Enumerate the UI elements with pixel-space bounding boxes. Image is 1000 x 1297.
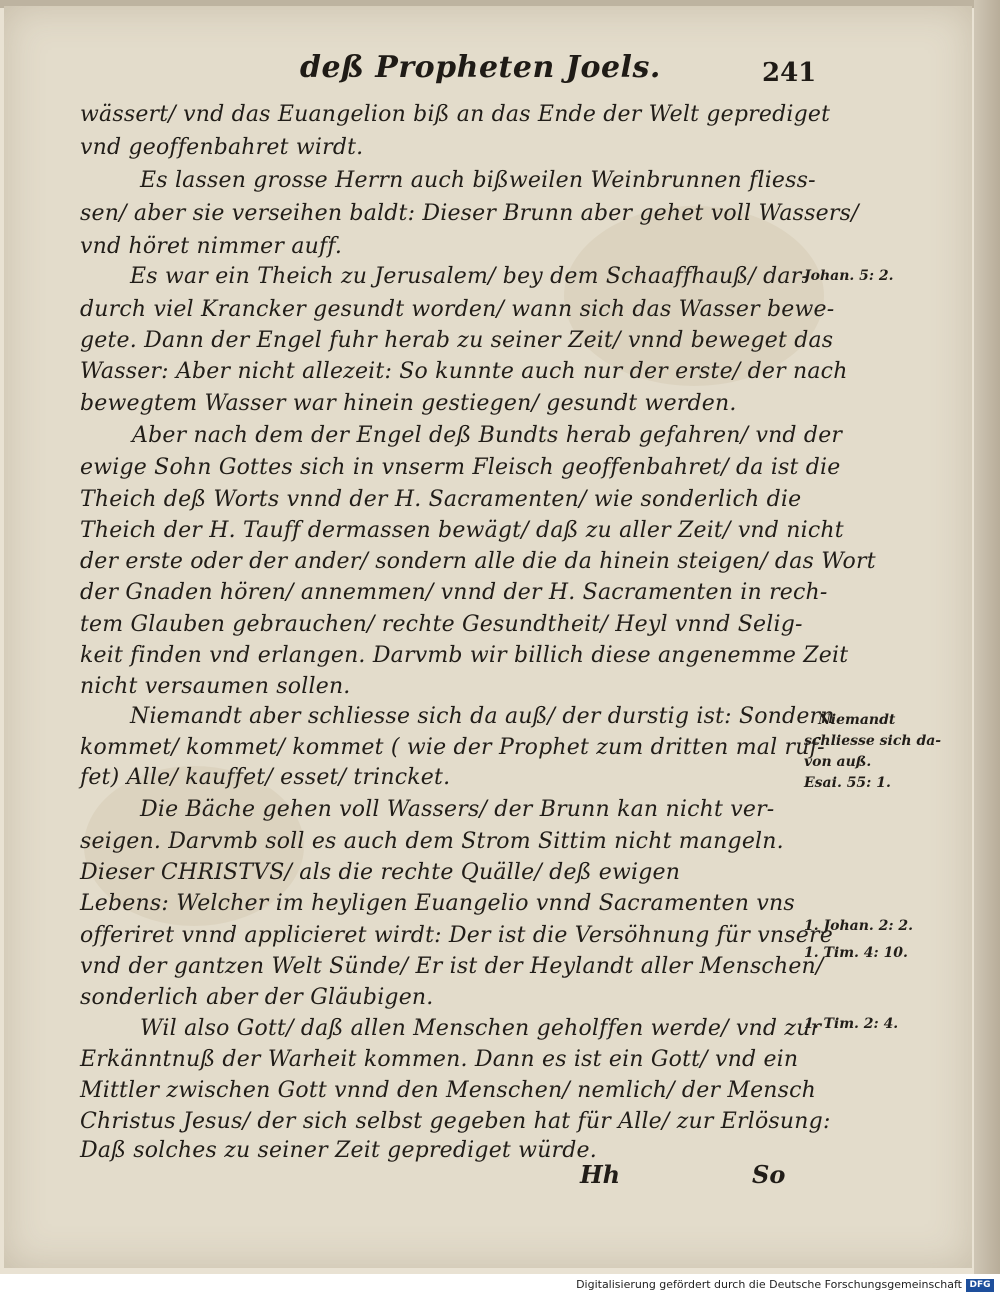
- text-line: Daß solches zu seiner Zeit geprediget würde.: [80, 1138, 597, 1163]
- text-line: sonderlich aber der Gläubigen.: [80, 985, 434, 1010]
- margin-note: Niemandt: [818, 712, 896, 728]
- page-number: 241: [762, 58, 817, 88]
- text-line: seigen. Darvmb soll es auch dem Strom Sittim nicht mangeln.: [80, 829, 784, 854]
- text-line: wässert/ vnd das Euangelion biß an das Ende der Welt geprediget: [80, 102, 831, 127]
- text-line: Wasser: Aber nicht allezeit: So kunnte auch nur der erste/ der nach: [80, 359, 848, 384]
- text-line: fet) Alle/ kauffet/ esset/ trincket.: [80, 765, 451, 790]
- text-line: gete. Dann der Engel fuhr herab zu seiner Zeit/ vnnd beweget das: [80, 328, 834, 353]
- page-right-edge: [974, 0, 1000, 1274]
- text-line: Christus Jesus/ der sich selbst gegeben hat für Alle/ zur Erlösung:: [80, 1109, 831, 1134]
- dfg-logo: DFG: [966, 1279, 994, 1292]
- margin-note: schliesse sich da-: [804, 733, 942, 749]
- text-line: der erste oder der ander/ sondern alle die da hinein steigen/ das Wort: [80, 549, 876, 574]
- margin-note: Esai. 55: 1.: [804, 775, 891, 791]
- text-line: vnd der gantzen Welt Sünde/ Er ist der Heylandt aller Menschen/: [80, 954, 824, 979]
- signature-mark: Hh: [580, 1160, 621, 1189]
- margin-note: 1. Tim. 2: 4.: [804, 1016, 899, 1032]
- text-line: sen/ aber sie verseihen baldt: Dieser Brunn aber gehet voll Wassers/: [80, 201, 859, 226]
- text-line: Aber nach dem der Engel deß Bundts herab gefahren/ vnd der: [132, 423, 843, 448]
- text-line: vnd höret nimmer auff.: [80, 234, 343, 259]
- funding-note: Digitalisierung gefördert durch die Deutsche Forschungsgemeinschaft: [576, 1278, 962, 1291]
- footer-bar: [0, 1274, 1000, 1297]
- text-line: Theich deß Worts vnnd der H. Sacramenten/ wie sonderlich die: [80, 487, 802, 512]
- text-line: Erkänntnuß der Warheit kommen. Dann es ist ein Gott/ vnd ein: [80, 1047, 799, 1072]
- text-line: nicht versaumen sollen.: [80, 674, 351, 699]
- text-line: keit finden vnd erlangen. Darvmb wir billich diese angenemme Zeit: [80, 643, 849, 668]
- text-line: durch viel Krancker gesundt worden/ wann sich das Wasser bewe-: [80, 297, 835, 322]
- text-line: kommet/ kommet/ kommet ( wie der Prophet zum dritten mal ruf-: [80, 735, 825, 760]
- margin-note: 1. Johan. 2: 2.: [804, 918, 914, 934]
- text-line: Wil also Gott/ daß allen Menschen geholffen werde/ vnd zur: [140, 1016, 822, 1041]
- text-line: Dieser CHRISTVS/ als die rechte Quälle/ deß ewigen: [80, 860, 681, 885]
- text-line: Niemandt aber schliesse sich da auß/ der durstig ist: Sondern: [130, 704, 835, 729]
- margin-note: 1. Tim. 4: 10.: [804, 945, 908, 961]
- catchword: So: [752, 1160, 786, 1189]
- text-line: Theich der H. Tauff dermassen bewägt/ daß zu aller Zeit/ vnd nicht: [80, 518, 844, 543]
- text-line: Es lassen grosse Herrn auch bißweilen Weinbrunnen fliess-: [140, 168, 816, 193]
- text-line: ewige Sohn Gottes sich in vnserm Fleisch geoffenbahret/ da ist die: [80, 455, 841, 480]
- text-line: vnd geoffenbahret wirdt.: [80, 135, 364, 160]
- text-line: bewegtem Wasser war hinein gestiegen/ gesundt werden.: [80, 391, 737, 416]
- text-line: offeriret vnnd applicieret wirdt: Der ist die Versöhnung für vnsere: [80, 923, 833, 948]
- text-line: Es war ein Theich zu Jerusalem/ bey dem Schaaffhauß/ dar-: [130, 264, 810, 289]
- running-head: deß Propheten Joels.: [300, 50, 661, 85]
- margin-note: von auß.: [804, 754, 872, 770]
- margin-note: Johan. 5: 2.: [804, 268, 894, 284]
- text-line: tem Glauben gebrauchen/ rechte Gesundtheit/ Heyl vnnd Selig-: [80, 612, 803, 637]
- text-line: Mittler zwischen Gott vnnd den Menschen/ nemlich/ der Mensch: [80, 1078, 817, 1103]
- text-line: der Gnaden hören/ annemmen/ vnnd der H. Sacramenten in rech-: [80, 580, 828, 605]
- text-line: Die Bäche gehen voll Wassers/ der Brunn kan nicht ver-: [140, 797, 775, 822]
- text-line: Lebens: Welcher im heyligen Euangelio vnnd Sacramenten vns: [80, 891, 795, 916]
